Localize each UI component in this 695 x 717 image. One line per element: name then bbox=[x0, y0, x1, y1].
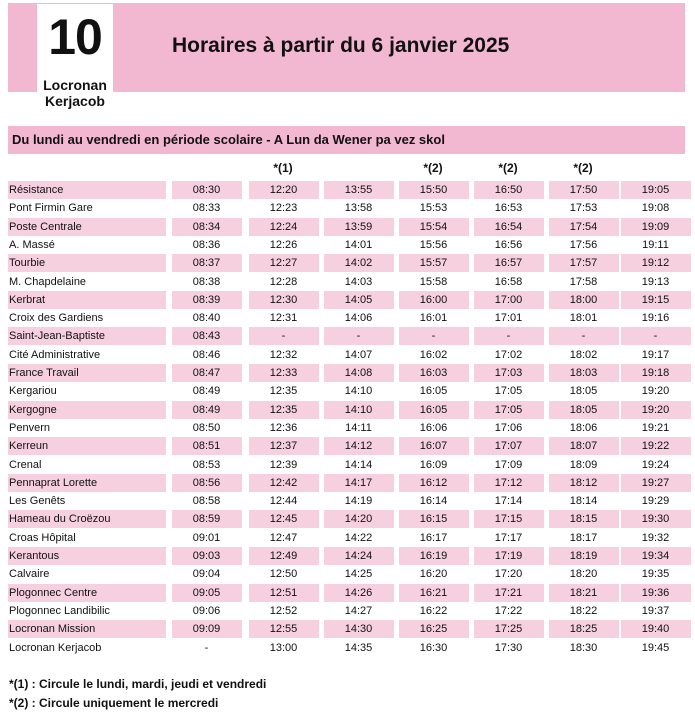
time-cell: 13:58 bbox=[344, 202, 373, 215]
time-cell: 17:14 bbox=[494, 495, 523, 508]
time-cell: 13:55 bbox=[323, 181, 394, 199]
table-row bbox=[8, 199, 685, 217]
time-cell: 19:34 bbox=[620, 547, 691, 565]
time-cell: 19:37 bbox=[641, 604, 670, 617]
stop-name: Cité Administrative bbox=[9, 348, 101, 361]
time-cell: 17:22 bbox=[494, 604, 523, 617]
time-cell: 15:58 bbox=[419, 275, 448, 288]
table-row bbox=[8, 291, 685, 309]
stop-name: Kerantous bbox=[8, 547, 166, 565]
time-cell: 08:46 bbox=[192, 348, 221, 361]
route-name-line1: Locronan bbox=[43, 77, 107, 93]
column-divider bbox=[247, 181, 249, 657]
stop-name: Kerbrat bbox=[8, 291, 166, 309]
time-cell: 09:03 bbox=[171, 547, 242, 565]
time-cell: 14:14 bbox=[344, 458, 373, 471]
time-cell: 17:19 bbox=[473, 547, 544, 565]
table-row bbox=[8, 639, 685, 657]
column-mark: *(2) bbox=[423, 161, 443, 175]
stop-name: Hameau du Croëzou bbox=[8, 510, 166, 528]
time-cell: 16:57 bbox=[473, 254, 544, 272]
table-row bbox=[8, 401, 685, 419]
time-cell: 12:47 bbox=[269, 531, 298, 544]
time-cell: 08:33 bbox=[192, 202, 221, 215]
time-cell: 19:45 bbox=[641, 641, 670, 654]
time-cell: 18:30 bbox=[569, 641, 598, 654]
time-cell: 14:10 bbox=[323, 401, 394, 419]
time-cell: 08:37 bbox=[171, 254, 242, 272]
time-cell: 09:04 bbox=[192, 568, 221, 581]
time-cell: 14:01 bbox=[344, 238, 373, 251]
time-cell: 12:35 bbox=[269, 385, 298, 398]
time-cell: 14:26 bbox=[323, 584, 394, 602]
time-cell: 15:57 bbox=[398, 254, 469, 272]
time-cell: 12:36 bbox=[269, 421, 298, 434]
time-cell: 18:25 bbox=[548, 620, 619, 638]
time-cell: 08:36 bbox=[192, 238, 221, 251]
time-cell: 16:14 bbox=[419, 495, 448, 508]
time-cell: 14:02 bbox=[323, 254, 394, 272]
stop-name: Locronan Kerjacob bbox=[9, 641, 102, 654]
time-cell: 14:35 bbox=[344, 641, 373, 654]
table-row bbox=[8, 584, 685, 602]
time-cell: 08:59 bbox=[171, 510, 242, 528]
line-number: 10 bbox=[48, 9, 102, 65]
time-cell: 17:00 bbox=[473, 291, 544, 309]
time-cell: 17:05 bbox=[473, 401, 544, 419]
time-cell: 16:06 bbox=[419, 421, 448, 434]
time-cell: 18:21 bbox=[548, 584, 619, 602]
stop-name: Poste Centrale bbox=[8, 218, 166, 236]
time-cell: 17:56 bbox=[569, 238, 598, 251]
time-cell: 09:06 bbox=[192, 604, 221, 617]
time-cell: 09:05 bbox=[171, 584, 242, 602]
time-cell: 12:20 bbox=[248, 181, 319, 199]
time-cell: 17:20 bbox=[494, 568, 523, 581]
time-cell: 19:24 bbox=[641, 458, 670, 471]
time-cell: 17:54 bbox=[548, 218, 619, 236]
time-cell: 14:22 bbox=[344, 531, 373, 544]
time-cell: 12:27 bbox=[248, 254, 319, 272]
time-cell: 19:17 bbox=[641, 348, 670, 361]
table-row bbox=[8, 419, 685, 437]
stop-name: Plogonnec Centre bbox=[8, 584, 166, 602]
time-cell: 14:12 bbox=[323, 437, 394, 455]
time-cell: 12:31 bbox=[269, 312, 298, 325]
time-cell: 19:40 bbox=[620, 620, 691, 638]
time-cell: 12:49 bbox=[248, 547, 319, 565]
time-cell: 09:01 bbox=[192, 531, 221, 544]
column-mark: *(2) bbox=[573, 161, 593, 175]
table-row bbox=[8, 346, 685, 364]
stop-name: Penvern bbox=[9, 421, 50, 434]
time-cell: 16:30 bbox=[419, 641, 448, 654]
time-cell: 19:35 bbox=[641, 568, 670, 581]
time-cell: 19:08 bbox=[641, 202, 670, 215]
time-cell: 18:22 bbox=[569, 604, 598, 617]
time-cell: 19:20 bbox=[620, 401, 691, 419]
time-cell: 08:56 bbox=[171, 474, 242, 492]
time-cell: 08:39 bbox=[171, 291, 242, 309]
time-cell: 16:19 bbox=[398, 547, 469, 565]
time-cell: 08:53 bbox=[192, 458, 221, 471]
time-cell: 16:53 bbox=[494, 202, 523, 215]
stop-name: Les Genêts bbox=[9, 495, 66, 508]
page-title: Horaires à partir du 6 janvier 2025 bbox=[172, 34, 510, 57]
time-cell: - bbox=[620, 327, 691, 345]
time-cell: 17:12 bbox=[473, 474, 544, 492]
time-cell: - bbox=[248, 327, 319, 345]
time-cell: 12:23 bbox=[269, 202, 298, 215]
footnote-1: *(1) : Circule le lundi, mardi, jeudi et vendredi bbox=[9, 677, 267, 691]
time-cell: 19:27 bbox=[620, 474, 691, 492]
time-cell: 19:21 bbox=[641, 421, 670, 434]
time-cell: 13:59 bbox=[323, 218, 394, 236]
stop-name: Croix des Gardiens bbox=[9, 312, 104, 325]
time-cell: 18:06 bbox=[569, 421, 598, 434]
time-cell: 14:19 bbox=[344, 495, 373, 508]
time-cell: 08:30 bbox=[171, 181, 242, 199]
column-divider bbox=[472, 181, 474, 657]
time-cell: 15:50 bbox=[398, 181, 469, 199]
time-cell: 17:53 bbox=[569, 202, 598, 215]
table-row bbox=[8, 218, 685, 236]
time-cell: 16:02 bbox=[419, 348, 448, 361]
time-cell: 19:22 bbox=[620, 437, 691, 455]
time-cell: 19:05 bbox=[620, 181, 691, 199]
time-cell: 12:32 bbox=[269, 348, 298, 361]
stop-name: Locronan Mission bbox=[8, 620, 166, 638]
time-cell: 16:56 bbox=[494, 238, 523, 251]
time-cell: 14:03 bbox=[344, 275, 373, 288]
time-cell: 19:09 bbox=[620, 218, 691, 236]
table-row bbox=[8, 437, 685, 455]
footnote-2: *(2) : Circule uniquement le mercredi bbox=[9, 696, 219, 710]
time-cell: 18:14 bbox=[569, 495, 598, 508]
stop-name: Kerreun bbox=[8, 437, 166, 455]
time-cell: - bbox=[398, 327, 469, 345]
time-cell: 17:06 bbox=[494, 421, 523, 434]
time-cell: 18:02 bbox=[569, 348, 598, 361]
time-cell: 16:22 bbox=[419, 604, 448, 617]
time-cell: 15:54 bbox=[398, 218, 469, 236]
time-cell: 14:05 bbox=[323, 291, 394, 309]
time-cell: - bbox=[473, 327, 544, 345]
time-cell: 14:30 bbox=[323, 620, 394, 638]
time-cell: 19:11 bbox=[642, 238, 669, 251]
time-cell: 08:34 bbox=[171, 218, 242, 236]
time-cell: 16:01 bbox=[419, 312, 448, 325]
column-divider bbox=[170, 181, 172, 657]
time-cell: 18:01 bbox=[569, 312, 598, 325]
table-row bbox=[8, 529, 685, 547]
time-cell: 19:16 bbox=[641, 312, 670, 325]
table-row bbox=[8, 254, 685, 272]
column-divider bbox=[619, 181, 621, 657]
time-cell: 09:09 bbox=[171, 620, 242, 638]
time-cell: 08:47 bbox=[171, 364, 242, 382]
table-row bbox=[8, 382, 685, 400]
time-cell: 12:28 bbox=[269, 275, 298, 288]
table-row bbox=[8, 327, 685, 345]
column-divider bbox=[547, 181, 549, 657]
stop-name: Crenal bbox=[9, 458, 42, 471]
stop-name: Pennaprat Lorette bbox=[8, 474, 166, 492]
time-cell: 18:00 bbox=[548, 291, 619, 309]
time-cell: 12:42 bbox=[248, 474, 319, 492]
column-mark: *(1) bbox=[273, 161, 293, 175]
table-row bbox=[8, 273, 685, 291]
table-row bbox=[8, 309, 685, 327]
time-cell: 08:40 bbox=[192, 312, 221, 325]
stop-name: M. Chapdelaine bbox=[9, 275, 87, 288]
time-cell: 15:56 bbox=[419, 238, 448, 251]
column-mark: *(2) bbox=[498, 161, 518, 175]
time-cell: 16:50 bbox=[473, 181, 544, 199]
time-cell: 16:20 bbox=[419, 568, 448, 581]
time-cell: 13:00 bbox=[269, 641, 298, 654]
time-cell: 17:21 bbox=[473, 584, 544, 602]
time-cell: 18:19 bbox=[548, 547, 619, 565]
time-cell: 19:18 bbox=[620, 364, 691, 382]
time-cell: 12:24 bbox=[248, 218, 319, 236]
time-cell: 17:50 bbox=[548, 181, 619, 199]
time-cell: 14:20 bbox=[323, 510, 394, 528]
route-name-line2: Kerjacob bbox=[45, 93, 105, 109]
stop-name: Kergogne bbox=[8, 401, 166, 419]
time-cell: 14:10 bbox=[344, 385, 373, 398]
time-cell: 18:09 bbox=[569, 458, 598, 471]
time-cell: 12:51 bbox=[248, 584, 319, 602]
table-row bbox=[8, 565, 685, 583]
table-row bbox=[8, 364, 685, 382]
table-row bbox=[8, 181, 685, 199]
time-cell: 19:30 bbox=[620, 510, 691, 528]
time-cell: 16:05 bbox=[419, 385, 448, 398]
table-row bbox=[8, 547, 685, 565]
time-cell: 19:36 bbox=[620, 584, 691, 602]
time-cell: 17:01 bbox=[494, 312, 523, 325]
time-cell: 14:17 bbox=[323, 474, 394, 492]
time-cell: 14:24 bbox=[323, 547, 394, 565]
time-cell: 18:05 bbox=[569, 385, 598, 398]
time-cell: 12:55 bbox=[248, 620, 319, 638]
table-row bbox=[8, 602, 685, 620]
time-cell: 08:43 bbox=[171, 327, 242, 345]
time-cell: 19:32 bbox=[641, 531, 670, 544]
time-cell: 16:17 bbox=[419, 531, 448, 544]
time-cell: 17:25 bbox=[473, 620, 544, 638]
time-cell: 16:54 bbox=[473, 218, 544, 236]
time-cell: 18:05 bbox=[548, 401, 619, 419]
time-cell: 12:52 bbox=[269, 604, 298, 617]
time-cell: 17:05 bbox=[494, 385, 523, 398]
time-cell: 17:02 bbox=[494, 348, 523, 361]
stop-name: Plogonnec Landibilic bbox=[9, 604, 110, 617]
time-cell: 16:15 bbox=[398, 510, 469, 528]
table-row bbox=[8, 456, 685, 474]
time-cell: 17:15 bbox=[473, 510, 544, 528]
time-cell: 08:50 bbox=[192, 421, 221, 434]
time-cell: 08:38 bbox=[192, 275, 221, 288]
time-cell: 17:58 bbox=[569, 275, 598, 288]
stop-name: Résistance bbox=[8, 181, 166, 199]
time-cell: 12:44 bbox=[269, 495, 298, 508]
table-row bbox=[8, 474, 685, 492]
time-cell: 18:15 bbox=[548, 510, 619, 528]
table-row bbox=[8, 620, 685, 638]
column-divider bbox=[397, 181, 399, 657]
table-row bbox=[8, 492, 685, 510]
time-cell: 14:25 bbox=[344, 568, 373, 581]
time-cell: 19:12 bbox=[620, 254, 691, 272]
time-cell: 14:08 bbox=[323, 364, 394, 382]
time-cell: 15:53 bbox=[419, 202, 448, 215]
time-cell: 19:29 bbox=[641, 495, 670, 508]
time-cell: - bbox=[204, 641, 209, 654]
time-cell: 08:58 bbox=[192, 495, 221, 508]
table-row bbox=[8, 510, 685, 528]
time-cell: 17:09 bbox=[494, 458, 523, 471]
stop-name: Pont Firmin Gare bbox=[9, 202, 93, 215]
time-cell: 14:06 bbox=[344, 312, 373, 325]
time-cell: - bbox=[323, 327, 394, 345]
stop-name: Croas Hôpital bbox=[9, 531, 76, 544]
time-cell: 17:03 bbox=[473, 364, 544, 382]
stop-name: Calvaire bbox=[9, 568, 50, 581]
table-row bbox=[8, 236, 685, 254]
time-cell: 16:03 bbox=[398, 364, 469, 382]
time-cell: 16:12 bbox=[398, 474, 469, 492]
stop-name: A. Massé bbox=[9, 238, 55, 251]
time-cell: 18:20 bbox=[569, 568, 598, 581]
time-cell: 17:30 bbox=[494, 641, 523, 654]
time-cell: 16:09 bbox=[419, 458, 448, 471]
time-cell: 12:50 bbox=[269, 568, 298, 581]
time-cell: 08:49 bbox=[192, 385, 221, 398]
time-cell: 18:12 bbox=[548, 474, 619, 492]
time-cell: 17:17 bbox=[494, 531, 523, 544]
time-cell: 18:07 bbox=[548, 437, 619, 455]
stop-name: Tourbie bbox=[8, 254, 166, 272]
time-cell: - bbox=[548, 327, 619, 345]
time-cell: 12:26 bbox=[269, 238, 298, 251]
time-cell: 12:35 bbox=[248, 401, 319, 419]
time-cell: 12:30 bbox=[248, 291, 319, 309]
time-cell: 16:58 bbox=[494, 275, 523, 288]
time-cell: 14:11 bbox=[345, 421, 372, 434]
column-divider bbox=[322, 181, 324, 657]
time-cell: 17:07 bbox=[473, 437, 544, 455]
time-cell: 16:00 bbox=[398, 291, 469, 309]
section-title: Du lundi au vendredi en période scolaire - A Lun da Wener pa vez skol bbox=[12, 132, 445, 147]
time-cell: 14:27 bbox=[344, 604, 373, 617]
time-cell: 18:17 bbox=[569, 531, 598, 544]
time-cell: 17:57 bbox=[548, 254, 619, 272]
time-cell: 14:07 bbox=[344, 348, 373, 361]
time-cell: 08:51 bbox=[171, 437, 242, 455]
stop-name: Kergariou bbox=[9, 385, 57, 398]
stop-name: Saint-Jean-Baptiste bbox=[8, 327, 166, 345]
time-cell: 12:45 bbox=[248, 510, 319, 528]
time-cell: 19:20 bbox=[641, 385, 670, 398]
time-cell: 18:03 bbox=[548, 364, 619, 382]
time-cell: 12:39 bbox=[269, 458, 298, 471]
time-cell: 12:33 bbox=[248, 364, 319, 382]
time-cell: 08:49 bbox=[171, 401, 242, 419]
time-cell: 19:13 bbox=[641, 275, 670, 288]
time-cell: 16:05 bbox=[398, 401, 469, 419]
time-cell: 16:07 bbox=[398, 437, 469, 455]
time-cell: 16:21 bbox=[398, 584, 469, 602]
time-cell: 19:15 bbox=[620, 291, 691, 309]
time-cell: 16:25 bbox=[398, 620, 469, 638]
stop-name: France Travail bbox=[8, 364, 166, 382]
time-cell: 12:37 bbox=[248, 437, 319, 455]
